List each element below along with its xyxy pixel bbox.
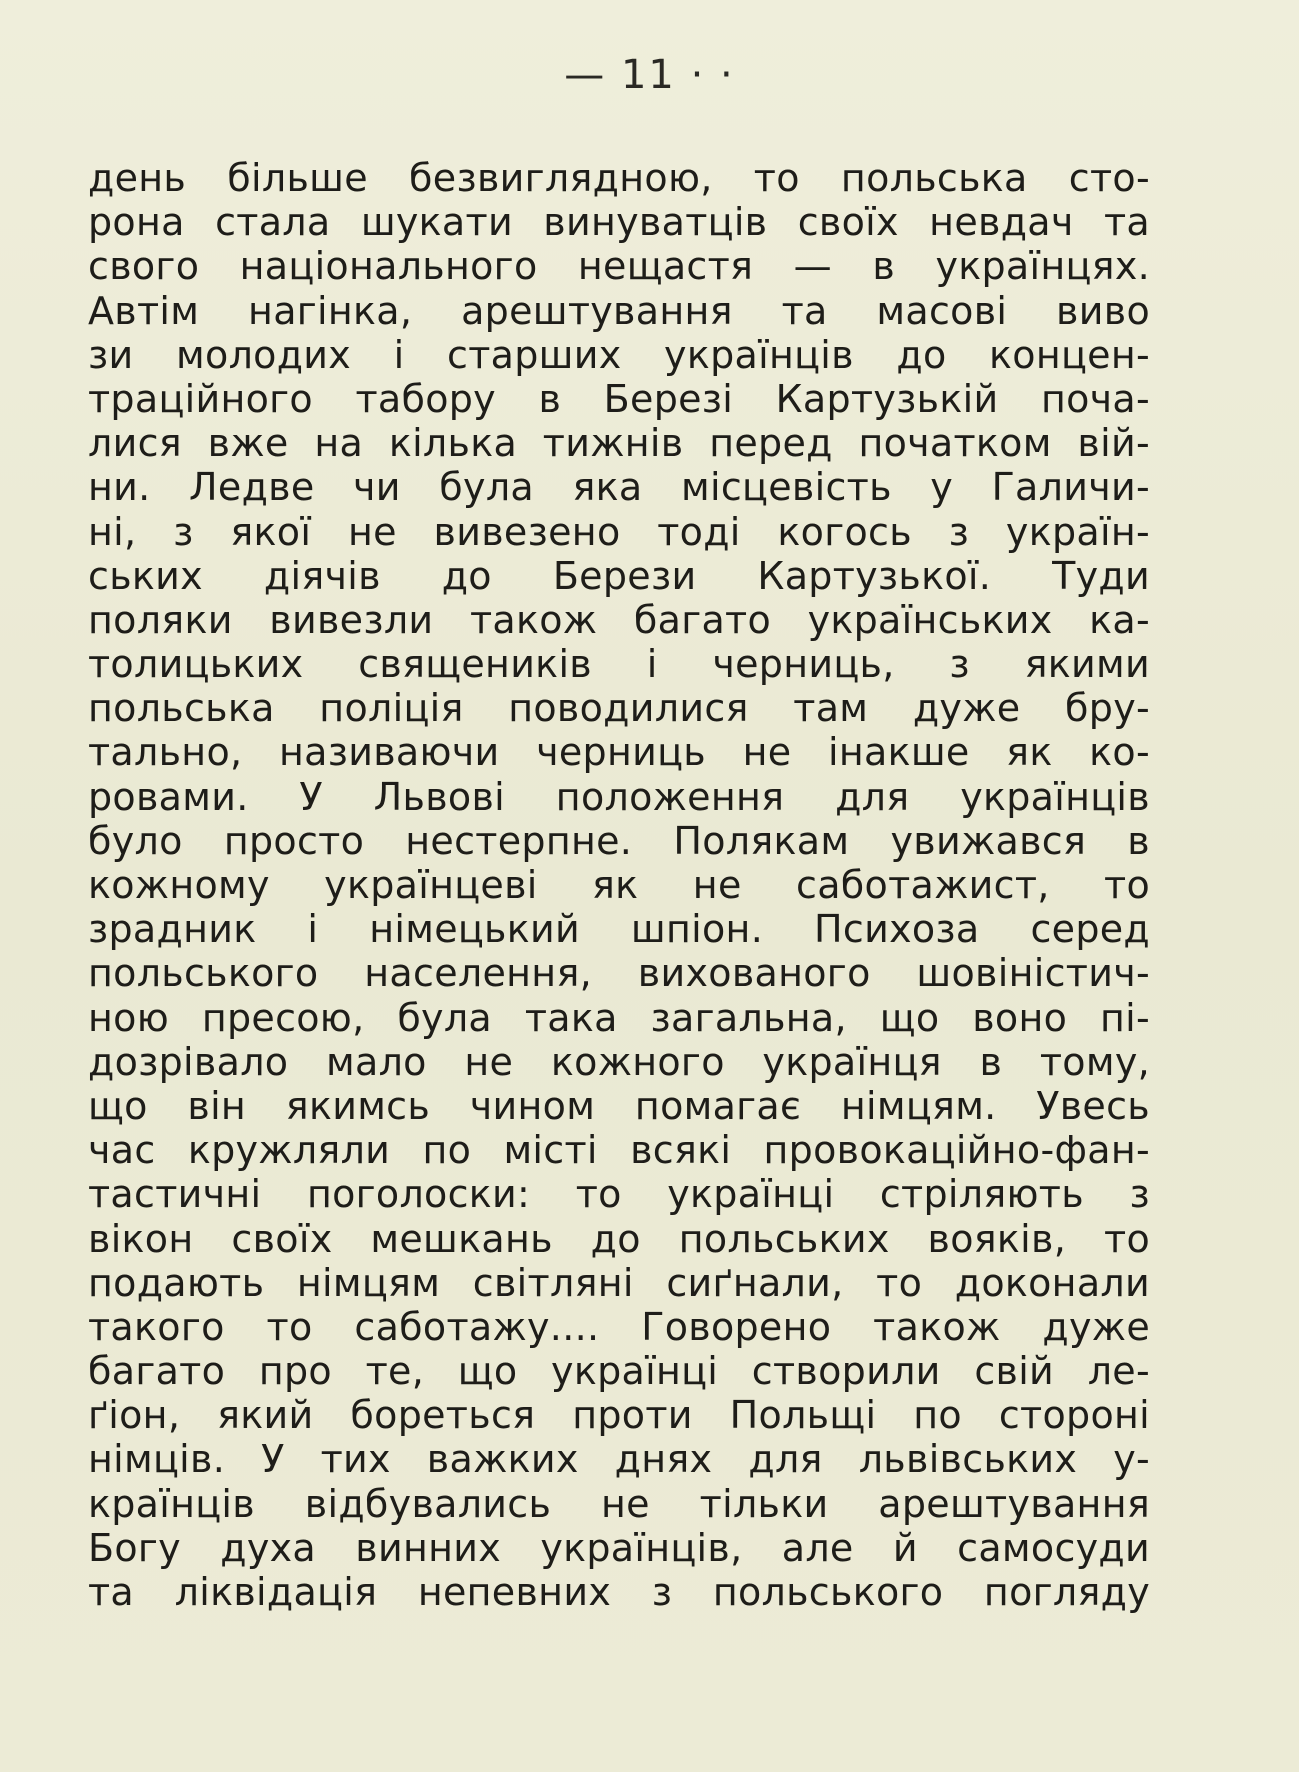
text-line: тастичні поголоски: то українці стріляють з — [88, 1172, 1150, 1217]
text-line: ських діячів до Берези Картузької. Туди — [88, 553, 1150, 598]
text-line: зи молодих і старших українців до концен- — [88, 332, 1150, 377]
text-line: було просто нестерпне. Полякам увижався в — [88, 818, 1150, 863]
text-line: Автім нагінка, арештування та масові виво — [88, 288, 1150, 333]
text-line: що він якимсь чином помагає німцям. Увесь — [88, 1083, 1150, 1128]
text-line: вікон своїх мешкань до польських вояків, то — [88, 1216, 1150, 1261]
text-line: лися вже на кілька тижнів перед початком вій- — [88, 421, 1150, 466]
text-line: польська поліція поводилися там дуже бру- — [88, 686, 1150, 731]
text-line: німців. У тих важких днях для львівських у- — [88, 1437, 1150, 1482]
text-line: ни. Ледве чи була яка місцевість у Галичи- — [88, 465, 1150, 510]
text-line: Богу духа винних українців, але й самосуди — [88, 1525, 1150, 1570]
text-line: кожному українцеві як не саботажист, то — [88, 863, 1150, 907]
text-line: дозрівало мало не кожного українця в тому, — [88, 1039, 1150, 1084]
text-line: зрадник і німецький шпіон. Психоза серед — [88, 907, 1150, 952]
text-line: багато про те, що українці створили свій ле- — [88, 1349, 1150, 1394]
text-line: ґіон, який бореться проти Польщі по стороні — [88, 1393, 1150, 1438]
text-line: поляки вивезли також багато українських ка- — [88, 597, 1150, 642]
text-line: день більше безвиглядною, то польська сто- — [88, 156, 1150, 200]
text-line: толицьких священиків і черниць, з якими — [88, 642, 1150, 687]
text-line: подають німцям світляні сиґнали, то доконали — [88, 1260, 1150, 1305]
page-body-text — [88, 156, 1150, 1614]
text-line: траційного табору в Березі Картузькій поча- — [88, 376, 1150, 421]
text-line: такого то саботажу.... Говорено також дуже — [88, 1304, 1150, 1349]
text-line: рона стала шукати винуватців своїх невдач та — [88, 200, 1150, 245]
text-line: країнців відбувались не тільки арештування — [88, 1481, 1150, 1526]
text-line: свого національного нещастя — в українцях. — [88, 244, 1150, 289]
text-line: та ліквідація непевних з польського погляду — [88, 1570, 1150, 1614]
page-number-header: — 11 · · — [564, 52, 735, 98]
text-line: ною пресою, була така загальна, що воно пі- — [88, 995, 1150, 1040]
text-line: польського населення, вихованого шовіністич- — [88, 951, 1150, 996]
text-line: час кружляли по місті всякі провокаційно-фан- — [88, 1128, 1150, 1173]
text-line: ровами. У Львові положення для українців — [88, 774, 1150, 819]
text-line: тально, називаючи черниць не інакше як ко- — [88, 730, 1150, 775]
text-line: ні, з якої не вивезено тоді когось з україн- — [88, 509, 1150, 554]
